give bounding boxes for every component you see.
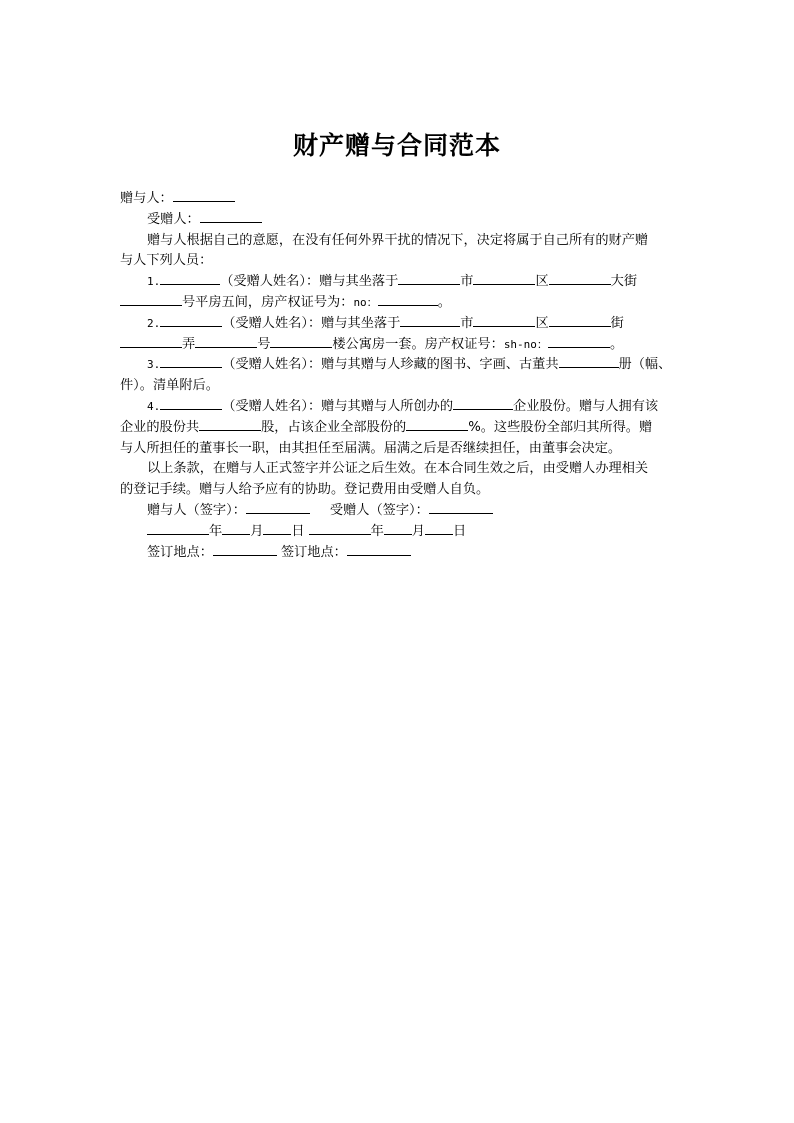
item1-no-label: no：	[353, 295, 378, 309]
item4-line-2	[120, 418, 680, 439]
place-line	[120, 543, 680, 564]
signature-line	[120, 501, 680, 522]
item1-number: 1.	[147, 275, 161, 289]
item4-name-blank	[160, 397, 222, 410]
item1-district-blank	[473, 272, 535, 285]
donor-sign-label: 赠与人（签字）：	[147, 502, 246, 518]
donor-month-blank	[222, 522, 250, 535]
donee-day-blank	[425, 522, 453, 535]
item1-name-blank	[160, 272, 220, 285]
item4-shares-blank	[199, 418, 261, 431]
donee-month-label: 月	[411, 523, 425, 539]
item3-count-blank	[559, 355, 619, 368]
item1-line-1	[120, 272, 680, 293]
item2-cert-blank	[548, 335, 610, 348]
donee-year-label: 年	[370, 523, 384, 539]
donee-sign-label: 受赠人（签字）：	[329, 502, 429, 518]
item1-city-blank	[398, 272, 460, 285]
item2-number: 2.	[147, 316, 161, 330]
item4-text-b: 企业股份。赠与人拥有该	[513, 398, 659, 414]
item4-text-a: （受赠人姓名）：赠与其赠与人所创办的	[222, 398, 454, 414]
donee-place-label: 签订地点：	[280, 544, 347, 560]
item2-text-a: （受赠人姓名）：赠与其坐落于	[222, 315, 401, 331]
item2-line-1	[120, 314, 680, 335]
item2-city: 市	[460, 315, 474, 331]
item2-text-b: 楼公寓房一套。房产权证号：	[332, 336, 504, 352]
item4-text-c: 企业的股份共	[120, 419, 200, 435]
clause-line-1: 以上条款，在赠与人正式签字并公证之后生效。在本合同生效之后，由受赠人办理相关	[147, 461, 649, 477]
item2-no-label: sh-no：	[503, 337, 548, 351]
item1-text-b: 号平房五间，房产权证号为：	[182, 294, 354, 310]
item2-district: 区	[535, 315, 549, 331]
item2-line-2	[120, 335, 680, 356]
item2-street: 街	[610, 315, 624, 331]
contract-body	[120, 189, 680, 563]
item1-city: 市	[460, 274, 474, 290]
donor-year-blank	[147, 522, 209, 535]
donor-year-label: 年	[209, 523, 223, 539]
item1-end: 。	[437, 294, 451, 310]
donor-line	[120, 189, 680, 210]
intro-line-1: 赠与人根据自己的意愿，在没有任何外界干扰的情况下，决定将属于自己所有的财产赠	[147, 232, 649, 248]
donee-day-label: 日	[452, 523, 467, 539]
clause-line-2: 的登记手续。赠与人给予应有的协助。登记费用由受赠人自负。	[120, 482, 490, 498]
donee-place-blank	[347, 543, 411, 556]
donor-place-blank	[213, 543, 277, 556]
item4-percent-blank	[406, 418, 468, 431]
item4-text-d: 股，占该企业全部股份的	[261, 419, 407, 435]
item1-street: 大街	[610, 274, 638, 290]
item4-text-e: %。这些股份全部归其所得。赠	[468, 419, 653, 435]
item1-number-blank	[120, 293, 182, 306]
item2-lane-blank	[195, 335, 257, 348]
item1-street-blank	[549, 272, 611, 285]
item3-line-2: 件）。清单附后。	[120, 378, 219, 394]
donor-blank	[173, 189, 235, 202]
item4-number: 4.	[147, 399, 161, 413]
donor-place-label: 签订地点：	[147, 544, 213, 560]
donor-sign-blank	[246, 501, 310, 514]
donor-day-label: 日	[291, 523, 305, 539]
date-line	[120, 522, 680, 543]
item2-road-blank	[120, 335, 182, 348]
intro-line-2: 与人下列人员：	[120, 253, 213, 269]
item3-name-blank	[160, 355, 222, 368]
donee-year-blank	[309, 522, 371, 535]
item2-street-blank	[549, 314, 611, 327]
item2-number-label: 号	[257, 336, 271, 352]
donee-line	[120, 210, 680, 231]
page-title: 财产赠与合同范本	[292, 131, 501, 160]
item2-district-blank	[473, 314, 535, 327]
item2-city-blank	[400, 314, 460, 327]
donor-day-blank	[263, 522, 291, 535]
item4-company-blank	[453, 397, 513, 410]
donee-month-blank	[384, 522, 412, 535]
item3-text-a: （受赠人姓名）：赠与其赠与人珍藏的图书、字画、古董共	[222, 357, 559, 373]
donee-blank	[200, 210, 262, 223]
item4-line-1	[120, 397, 680, 418]
item1-text-a: （受赠人姓名）：赠与其坐落于	[220, 274, 399, 290]
item3-number: 3.	[147, 358, 161, 372]
item2-name-blank	[160, 314, 222, 327]
item1-district: 区	[535, 274, 549, 290]
item3-text-b: 册（幅、	[618, 357, 672, 373]
item4-line-3: 与人所担任的董事长一职，由其担任至届满。届满之后是否继续担任，由董事会决定。	[120, 440, 622, 456]
donor-month-label: 月	[250, 523, 264, 539]
item3-line-1	[120, 355, 680, 376]
item2-lane: 弄	[182, 336, 196, 352]
item2-building-blank	[270, 335, 332, 348]
item1-line-2	[120, 293, 680, 314]
item2-end: 。	[609, 336, 624, 352]
donee-sign-blank	[429, 501, 493, 514]
donee-label: 受赠人：	[147, 211, 200, 227]
item1-cert-blank	[378, 293, 438, 306]
donor-label: 赠与人：	[120, 191, 173, 206]
